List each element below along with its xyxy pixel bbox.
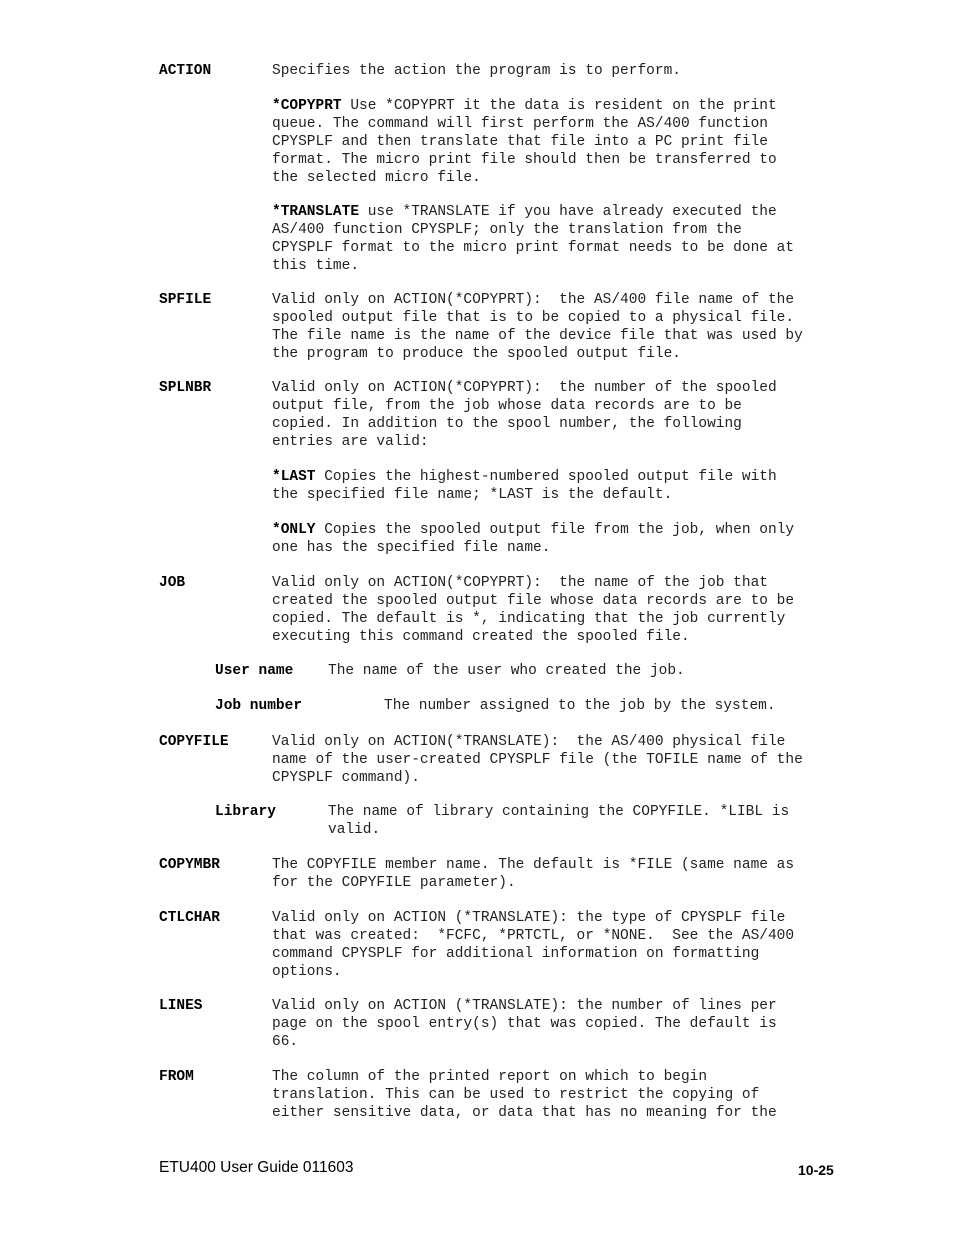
subparam-desc: The name of library containing the COPYFILE. *LIBL is valid. [328, 804, 790, 838]
option-text: use *TRANSLATE if you have already executed the AS/400 function CPYSPLF; only the translation from the CPYSPLF format to the micro print format needs to be done at this time. [272, 204, 795, 274]
subparam-library [215, 803, 790, 838]
param-desc: The column of the printed report on which to begin translation. This can be used to restrict the copying of either sensitive data, or data that has no meaning for the [272, 1069, 777, 1121]
subparam-desc: The name of the user who created the job. [328, 663, 685, 679]
option-translate [272, 203, 852, 275]
param-term: ACTION [159, 63, 212, 79]
param-desc: Specifies the action the program is to perform. [272, 63, 681, 79]
subparam-desc: The number assigned to the job by the system. [384, 698, 776, 714]
param-desc: The COPYFILE member name. The default is *FILE (same name as for the COPYFILE parameter). [272, 857, 795, 891]
param-term: COPYMBR [159, 857, 220, 873]
param-term: LINES [159, 998, 203, 1014]
param-term: FROM [159, 1069, 194, 1085]
subparam-term: User name [215, 663, 294, 679]
param-desc: Valid only on ACTION(*COPYPRT): the AS/400 file name of the spooled output file that is to be copied to a physical file. The file name is the name of the device file that was used by the program to produce the spooled output file. [272, 292, 803, 362]
param-desc: Valid only on ACTION (*TRANSLATE): the number of lines per page on the spool entry(s) that was copied. The default is 66. [272, 998, 777, 1050]
option-last [272, 468, 852, 504]
option-copyprt [272, 97, 852, 187]
param-term: SPLNBR [159, 380, 212, 396]
option-only [272, 521, 852, 557]
param-desc: Valid only on ACTION (*TRANSLATE): the type of CPYSPLF file that was created: *FCFC, *PRTCTL, or *NONE. See the AS/400 command CPYSPLF for additional information on formatting options. [272, 910, 795, 980]
footer-doc-title: ETU400 User Guide 011603 [159, 1159, 354, 1176]
subparam-term: Library [215, 804, 276, 820]
param-desc: Valid only on ACTION(*TRANSLATE): the AS/400 physical file name of the user-created CPYSPLF file (the TOFILE name of the CPYSPLF command). [272, 734, 803, 786]
option-text: Copies the spooled output file from the job, when only one has the specified file name. [272, 522, 795, 556]
subparam-user-name [215, 662, 685, 680]
param-desc: Valid only on ACTION(*COPYPRT): the number of the spooled output file, from the job whose data records are to be copied. In addition to the spool number, the following entries are valid: [272, 380, 777, 450]
option-label: *ONLY [272, 522, 316, 538]
option-label: *COPYPRT [272, 98, 342, 114]
option-text: Use *COPYPRT it the data is resident on the print queue. The command will first perform the AS/400 function CPYSPLF and then translate that file into a PC print file format. The micro print file should then be transferred to the selected micro file. [272, 98, 777, 186]
subparam-job-number [215, 697, 776, 715]
option-text: Copies the highest-numbered spooled output file with the specified file name; *LAST is the default. [272, 469, 777, 503]
footer-page-number: 10-25 [798, 1162, 834, 1178]
param-desc: Valid only on ACTION(*COPYPRT): the name of the job that created the spooled output file whose data records are to be copied. The default is *, indicating that the job currently executing this command created the spooled file. [272, 575, 795, 645]
param-term: COPYFILE [159, 734, 229, 750]
option-label: *LAST [272, 469, 316, 485]
param-term: CTLCHAR [159, 910, 220, 926]
option-label: *TRANSLATE [272, 204, 360, 220]
param-term: SPFILE [159, 292, 212, 308]
param-term: JOB [159, 575, 186, 591]
subparam-term: Job number [215, 698, 303, 714]
